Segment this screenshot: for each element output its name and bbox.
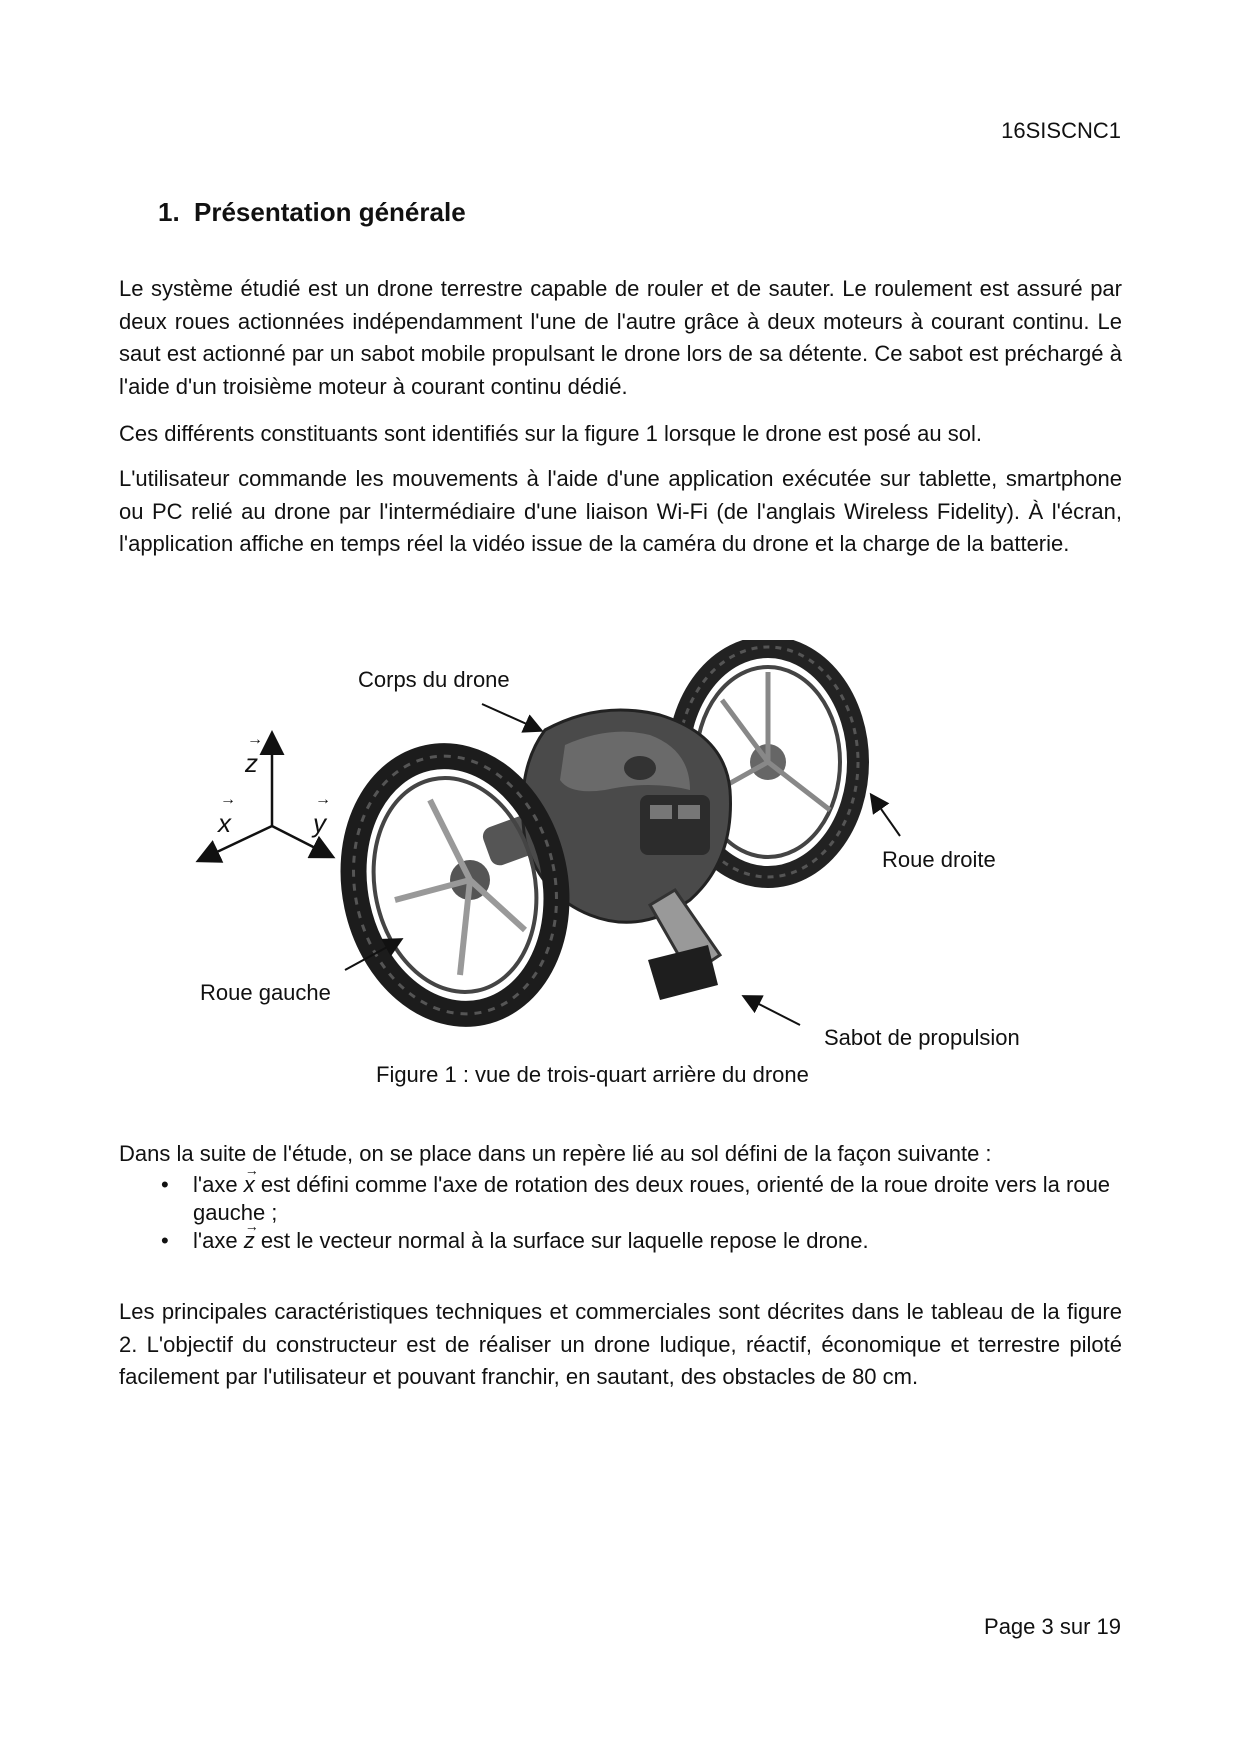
- axis-definition-list: [119, 1171, 1122, 1255]
- axis-label-z: → z: [245, 748, 258, 779]
- axis-label-x: → x: [218, 808, 231, 839]
- label-drone-body: Corps du drone: [358, 667, 510, 692]
- x-axis-arrow: [200, 826, 272, 860]
- bullet-marker: •: [161, 1227, 169, 1253]
- bullet-text-x: est défini comme l'axe de rotation des deux roues, orienté de la roue droite vers la roue gauche ;: [193, 1171, 1111, 1225]
- bullet-prefix: l'axe: [193, 1227, 238, 1253]
- list-item-z-axis: [119, 1227, 1122, 1255]
- page-number: Page 3 sur 19: [984, 1614, 1121, 1639]
- reference-frame-intro: Dans la suite de l'étude, on se place dans un repère lié au sol défini de la façon suivante :: [119, 1141, 992, 1166]
- paragraph-characteristics: Les principales caractéristiques techniques et commerciales sont décrites dans le tableau de la figure 2. L'objectif du constructeur est de réaliser un drone ludique, réactif, économique et terrestre piloté facilement par l'utilisateur et pouvant franchir, en sautant, des obstacles de 80 cm.: [119, 1299, 1122, 1389]
- drone-illustration: [330, 647, 858, 1033]
- paragraph-intro: Le système étudié est un drone terrestre capable de rouler et de sauter. Le roulement est assuré par deux roues actionnées indépendamment l'une de l'autre grâce à deux moteurs à courant continu. Le saut est actionné par un sabot mobile propulsant le drone lors de sa détente. Ce sabot est préchargé à l'aide d'un troisième moteur à courant continu dédié.: [119, 276, 1122, 399]
- bullet-marker: •: [161, 1171, 169, 1197]
- vector-z: → z: [244, 1227, 255, 1255]
- label-propulsion-shoe: Sabot de propulsion: [824, 1025, 1020, 1050]
- axis-label-y: → y: [313, 808, 326, 839]
- bullet-prefix: l'axe: [193, 1171, 238, 1197]
- propulsion-shoe: [648, 890, 720, 1000]
- paragraph-constituents: Ces différents constituants sont identifiés sur la figure 1 lorsque le drone est posé au sol.: [119, 421, 982, 446]
- list-item-x-axis: [119, 1171, 1122, 1227]
- paragraph-user-control: L'utilisateur commande les mouvements à l'aide d'une application exécutée sur tablette, smartphone ou PC relié au drone par l'intermédiaire d'une liaison Wi-Fi (de l'anglais Wireless Fidelity). À l'écran, l'application affiche en temps réel la vidéo issue de la caméra du drone et la charge de la batterie.: [119, 466, 1122, 556]
- figure-caption: Figure 1 : vue de trois-quart arrière du drone: [376, 1062, 809, 1087]
- label-right-wheel: Roue droite: [882, 847, 996, 872]
- paragraph-reference-frame: [119, 1138, 1122, 1255]
- bullet-text-z: est le vecteur normal à la surface sur laquelle repose le drone.: [260, 1227, 869, 1253]
- vector-x: → x: [244, 1171, 255, 1199]
- arrow-right-wheel: [872, 796, 900, 836]
- arrow-shoe: [745, 997, 800, 1025]
- arrow-body: [482, 704, 540, 730]
- drone-figure: [0, 640, 1240, 1070]
- section-title: [158, 197, 466, 228]
- label-left-wheel: Roue gauche: [200, 980, 331, 1005]
- section-title-text: Présentation générale: [194, 197, 466, 227]
- section-number: 1.: [158, 197, 180, 227]
- document-code: 16SISCNC1: [1001, 118, 1121, 143]
